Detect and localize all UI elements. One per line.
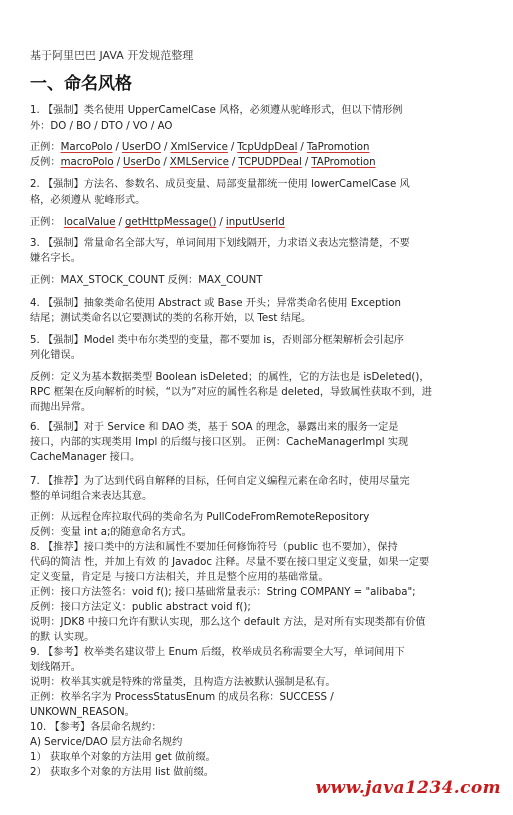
rule-8-line-6: 说明：JDK8 中接口允许有默认实现，那么这个 default 方法，是对所有实现类都有价值: [30, 617, 426, 628]
rule-8-line-3: 定义变量，肯定是 与接口方法相关，并且是整个应用的基础常量。: [30, 572, 329, 583]
example-prefix: 正例：: [30, 142, 61, 153]
rule-1-positive-example: 正例：MarcoPolo / UserDO / XmlService / TcpUdpDeal / TaPromotion: [30, 142, 370, 153]
example-word: XmlService: [170, 142, 228, 153]
rule-9-line-3: 说明：枚举其实就是特殊的常量类，且构造方法被默认强制是私有。: [30, 677, 336, 688]
rule-10-line-1: 10. 【参考】各层命名规约：: [30, 722, 162, 733]
example-word: TcpUdpDeal: [237, 142, 298, 153]
example-word: UserDo: [123, 157, 161, 168]
example-word: XMLService: [169, 157, 229, 168]
rule-9-line-5: UNKOWN_REASON。: [30, 707, 135, 718]
rule-2-positive-example: 正例： localValue / getHttpMessage() / inputUserId: [30, 217, 285, 228]
rule-1-line-1: 1. 【强制】类名使用 UpperCamelCase 风格，必须遵从驼峰形式，但以下情形例: [30, 105, 403, 116]
rule-5-line-2: 列化错误。: [30, 350, 81, 361]
rule-10-line-3: 1） 获取单个对象的方法用 get 做前缀。: [30, 752, 216, 763]
rule-1-line-2: 外：DO / BO / DTO / VO / AO: [30, 121, 173, 132]
example-word: inputUserId: [225, 217, 285, 228]
rule-8-line-4: 正例：接口方法签名：void f(); 接口基础常量表示：String COMPANY = "alibaba";: [30, 587, 416, 598]
document-subtitle: 基于阿里巴巴 JAVA 开发规范整理: [30, 49, 194, 62]
rule-8-line-1: 8. 【推荐】接口类中的方法和属性不要加任何修饰符号（public 也不要加），保持: [30, 542, 398, 553]
rule-3-line-2: 嫌名字长。: [30, 253, 81, 264]
rule-8-line-7: 的默 认实现。: [30, 632, 95, 643]
example-word: TAPromotion: [311, 157, 376, 168]
rule-7-line-2: 整的单词组合来表达其意。: [30, 491, 153, 502]
section-heading: 一、命名风格: [30, 74, 132, 94]
example-word: MarcoPolo: [60, 142, 113, 153]
rule-1-negative-example: 反例：macroPolo / UserDo / XMLService / TCPUDPDeal / TAPromotion: [30, 157, 376, 168]
rule-7-line-4: 反例：变量 int a;的随意命名方式。: [30, 527, 192, 538]
rule-7-line-3: 正例：从远程仓库拉取代码的类命名为 PullCodeFromRemoteRepository: [30, 512, 370, 523]
rule-9-line-2: 划线隔开。: [30, 662, 81, 673]
rule-8-line-5: 反例：接口方法定义：public abstract void f();: [30, 602, 251, 613]
rule-5-line-4: RPC 框架在反向解析的时候，“以为”对应的属性名称是 deleted，导致属性获取不到，进: [30, 387, 432, 398]
rule-4-line-1: 4. 【强制】抽象类命名使用 Abstract 或 Base 开头；异常类命名使用 Exception: [30, 298, 401, 309]
example-word: macroPolo: [60, 157, 114, 168]
site-watermark: www.java1234.com: [315, 778, 501, 798]
example-word: getHttpMessage(): [124, 217, 217, 228]
rule-5-line-3: 反例：定义为基本数据类型 Boolean isDeleted；的属性，它的方法也是 isDeleted()，: [30, 372, 430, 383]
rule-3-example: 正例：MAX_STOCK_COUNT 反例：MAX_COUNT: [30, 275, 263, 286]
rule-9-line-4: 正例：枚举名字为 ProcessStatusEnum 的成员名称：SUCCESS /: [30, 692, 334, 703]
rule-7-line-1: 7. 【推荐】为了达到代码自解释的目标，任何自定义编程元素在命名时，使用尽量完: [30, 476, 410, 487]
rule-5-line-5: 而抛出异常。: [30, 402, 92, 413]
example-word: TCPUDPDeal: [238, 157, 302, 168]
example-word: TaPromotion: [306, 142, 370, 153]
rule-4-line-2: 结尾；测试类命名以它要测试的类的名称开始，以 Test 结尾。: [30, 313, 312, 324]
example-prefix: 反例：: [30, 157, 61, 168]
rule-10-line-2: A) Service/DAO 层方法命名规约: [30, 737, 183, 748]
example-word: UserDO: [121, 142, 162, 153]
example-prefix: 正例：: [30, 217, 64, 228]
rule-6-line-1: 6. 【强制】对于 Service 和 DAO 类，基于 SOA 的理念，暴露出来的服务一定是: [30, 422, 399, 433]
rule-6-line-3: CacheManager 接口。: [30, 452, 141, 463]
rule-2-line-2: 格，必须遵从 驼峰形式。: [30, 195, 146, 206]
rule-9-line-1: 9. 【参考】枚举类名建议带上 Enum 后缀，枚举成员名称需要全大写，单词间用下: [30, 647, 405, 658]
rule-8-line-2: 代码的简洁 性，并加上有效 的 Javadoc 注释。尽量不要在接口里定义变量，如果一定要: [30, 557, 430, 568]
example-word: localValue: [63, 217, 116, 228]
rule-3-line-1: 3. 【强制】常量命名全部大写，单词间用下划线隔开，力求语义表达完整清楚，不要: [30, 238, 410, 249]
rule-10-line-4: 2） 获取多个对象的方法用 list 做前缀。: [30, 767, 214, 778]
rule-5-line-1: 5. 【强制】Model 类中布尔类型的变量，都不要加 is，否则部分框架解析会引起序: [30, 335, 404, 346]
rule-2-line-1: 2. 【强制】方法名、参数名、成员变量、局部变量都统一使用 lowerCamelCase 风: [30, 179, 410, 190]
rule-6-line-2: 接口，内部的实现类用 Impl 的后缀与接口区别。 正例：CacheManagerImpl 实现: [30, 437, 409, 448]
